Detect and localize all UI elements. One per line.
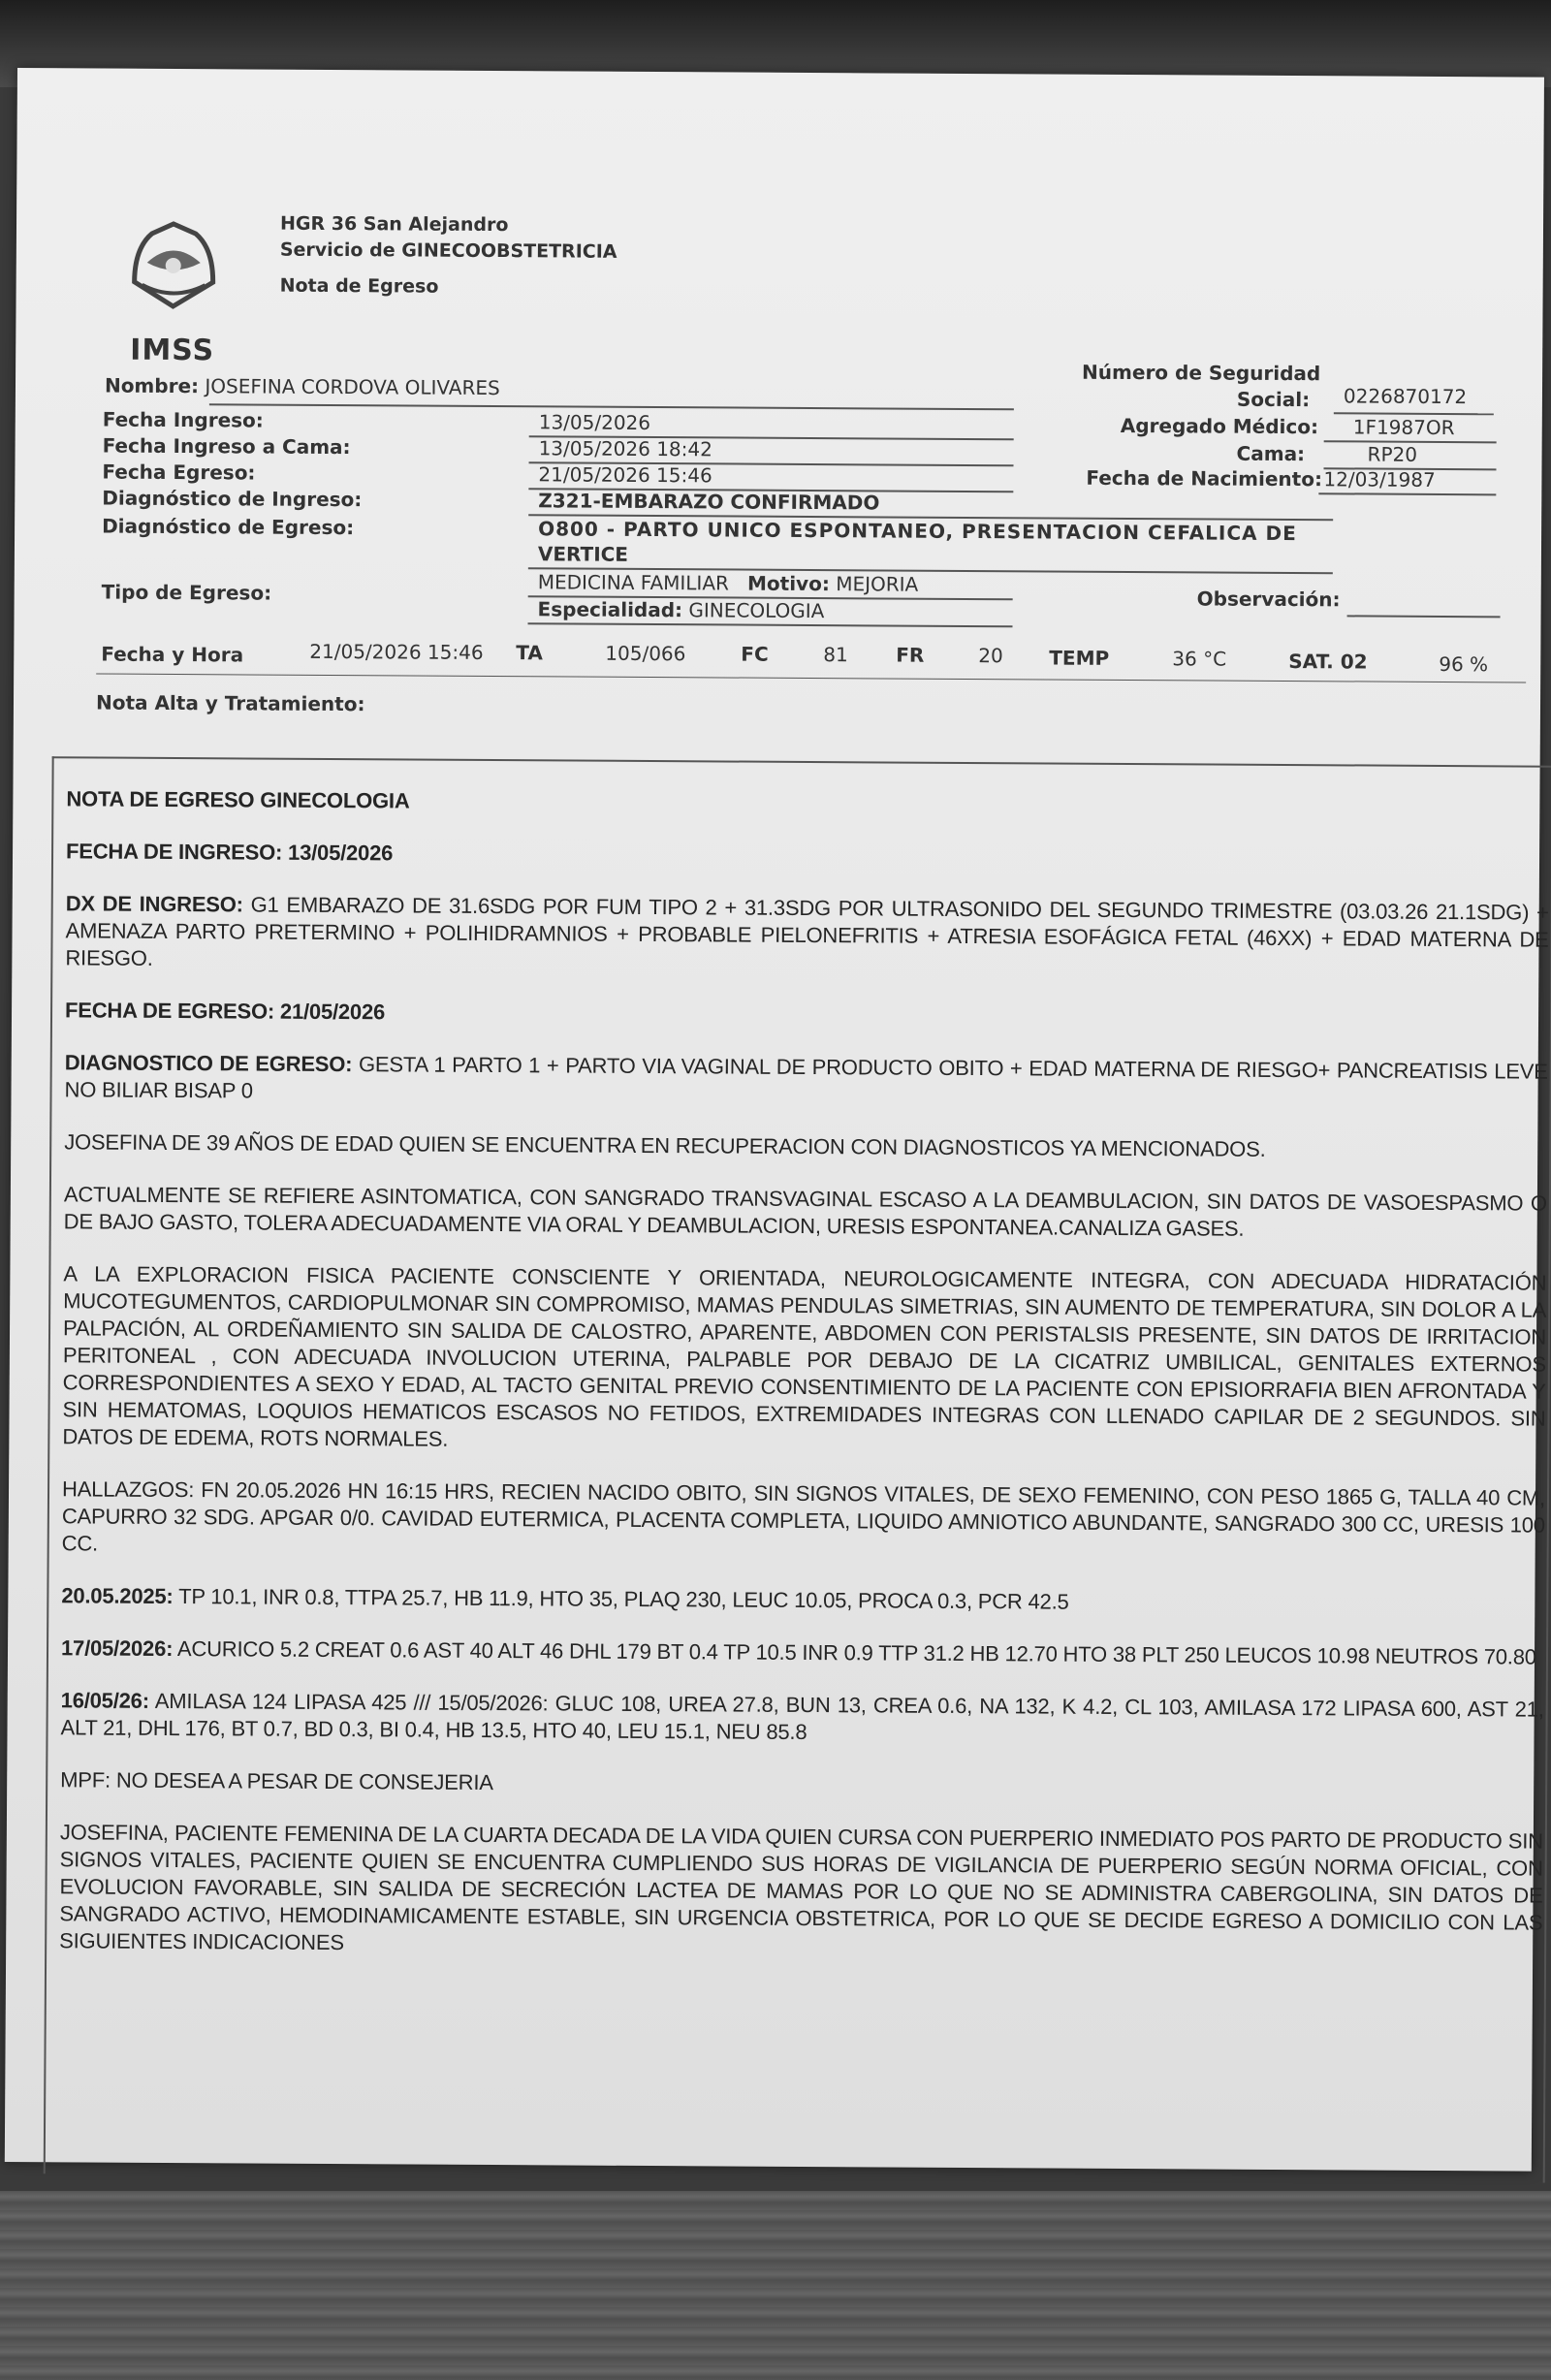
dx-ingreso-value: Z321-EMBARAZO CONFIRMADO xyxy=(538,489,880,515)
tipo-egreso-field xyxy=(538,570,919,595)
note-content xyxy=(59,785,1549,1988)
labs-date-1: 20.05.2025: xyxy=(61,1583,174,1609)
observacion-label: Observación: xyxy=(1196,587,1341,612)
sat-value: 96 % xyxy=(1439,651,1489,677)
fr-value: 20 xyxy=(978,644,1003,668)
labs-paragraph-3 xyxy=(60,1687,1543,1750)
cama-label: Cama: xyxy=(1236,441,1306,466)
labs-text-3: AMILASA 124 LIPASA 425 /// 15/05/2026: GLUC 108, UREA 27.8, BUN 13, CREA 0.6, NA 132, K 4.2, CL 103, AMILASA 172 LIPASA 600, AST 21, ALT 21, DHL 176, BT 0.7, BD 0.3, BI 0.4, HB 13.5, HTO 40, LEU 15.1, NEU 85.8 xyxy=(60,1688,1544,1745)
especialidad-label: Especialidad: xyxy=(537,597,683,622)
conclusion-paragraph: JOSEFINA, PACIENTE FEMENINA DE LA CUARTA DECADA DE LA VIDA QUIEN CURSA CON PUERPERIO INMEDIATO POS PARTO DE PRODUCTO SIN SIGNOS VITALES, PACIENTE QUIEN SE ENCUENTRA CUMPLIENDO SUS HORAS DE VIGILANCIA DE PUERPERIO SEGÚN NORMA OFICIAL, CON EVOLUCION FAVORABLE, SIN SALIDA DE SECRECIÓN LACTEA DE MAMAS POR LO QUE NO SE ADMINISTRA CABERGOLINA, SIN DATOS DE SANGRADO ACTIVO, HEMODINAMICAMENTE ESTABLE, SIN URGENCIA OBSTETRICA, POR LO QUE SE DECIDE EGRESO A DOMICILIO CON LAS SIGUIENTES INDICACIONES xyxy=(59,1820,1543,1955)
dx-egreso-paragraph xyxy=(64,1049,1547,1112)
dx-ingreso-text: G1 EMBARAZO DE 31.6SDG POR FUM TIPO 2 + 31.3SDG POR ULTRASONIDO DEL SEGUNDO TRIMESTRE (03.03.26 21.1SDG) + AMENAZA PARTO PRETERMINO + POLIHIDRAMNIOS + PROBABLE PIELONEFRITIS + ATRESIA ESOFÁGICA FETAL (46XX) + EDAD MATERNA DE RIESGO. xyxy=(65,892,1549,970)
logo-text: IMSS xyxy=(130,333,215,368)
fecha-egreso-heading: FECHA DE EGRESO: 21/05/2026 xyxy=(64,998,386,1025)
dx-egreso-label: Diagnóstico de Egreso: xyxy=(102,514,355,540)
background-table xyxy=(0,2191,1551,2380)
nacimiento-underline xyxy=(1318,492,1496,495)
fecha-hora-label: Fecha y Hora xyxy=(101,642,244,667)
nss-label-2: Social: xyxy=(1236,387,1311,412)
name-field xyxy=(105,374,500,399)
temp-value: 36 °C xyxy=(1172,647,1227,671)
fecha-ingreso-value: 13/05/2026 xyxy=(538,410,651,434)
document-type: Nota de Egreso xyxy=(279,274,439,298)
labs-paragraph-1 xyxy=(61,1582,1544,1618)
ta-value: 105/066 xyxy=(605,641,686,666)
nacimiento-label: Fecha de Nacimiento: xyxy=(1086,465,1323,492)
document-sheet xyxy=(5,68,1549,2172)
tipo-egreso-value: MEDICINA FAMILIAR xyxy=(537,570,730,595)
mpf-paragraph: MPF: NO DESEA A PESAR DE CONSEJERIA xyxy=(60,1767,493,1795)
dx-ingreso-heading: DX DE INGRESO: xyxy=(65,891,243,917)
findings-paragraph: HALLAZGOS: FN 20.05.2026 HN 16:15 HRS, RECIEN NACIDO OBITO, SIN SIGNOS VITALES, DE SEXO FEMENINO, CON PESO 1865 G, TALLA 40 CM, CAPURRO 32 SDG. APGAR 0/0. CAVIDAD EUTERMICA, PLACENTA COMPLETA, LIQUIDO AMNIOTICO ABUNDANTE, SANGRADO 300 CC, URESIS 100 CC. xyxy=(61,1476,1546,1556)
ta-label: TA xyxy=(516,641,543,665)
motivo-value: MEJORIA xyxy=(836,572,919,596)
observacion-underline xyxy=(1347,615,1501,618)
fecha-ingreso-heading: FECHA DE INGRESO: 13/05/2026 xyxy=(65,839,394,866)
labs-text-2: ACURICO 5.2 CREAT 0.6 AST 40 ALT 46 DHL 179 BT 0.4 TP 10.5 INR 0.9 TTP 31.2 HB 12.70 HTO 38 PLT 250 LEUCOS 10.98 NEUTROS 70.80 xyxy=(173,1636,1536,1669)
especialidad-underline xyxy=(528,622,1013,627)
fecha-egreso-label: Fecha Egreso: xyxy=(102,460,256,485)
fecha-cama-label: Fecha Ingreso a Cama: xyxy=(102,433,351,460)
especialidad-value: GINECOLOGIA xyxy=(688,598,825,623)
fecha-hora-value: 21/05/2026 15:46 xyxy=(309,639,484,664)
fecha-cama-value: 13/05/2026 18:42 xyxy=(538,436,712,461)
patient-name: JOSEFINA CORDOVA OLIVARES xyxy=(205,374,500,400)
temp-label: TEMP xyxy=(1049,646,1110,670)
especialidad-field xyxy=(538,597,825,622)
dx-egreso-text: GESTA 1 PARTO 1 + PARTO VIA VAGINAL DE PRODUCTO OBITO + EDAD MATERNA DE RIESGO+ PANCREATISIS LEVE NO BILIAR BISAP 0 xyxy=(64,1052,1548,1103)
patient-summary-paragraph: JOSEFINA DE 39 AÑOS DE EDAD QUIEN SE ENCUENTRA EN RECUPERACION CON DIAGNOSTICOS YA MENCIONADOS. xyxy=(64,1129,1266,1161)
dx-egreso-value-1: O800 - PARTO UNICO ESPONTANEO, PRESENTACION CEFALICA DE xyxy=(538,517,1297,546)
motivo-label: Motivo: xyxy=(746,571,830,596)
fc-value: 81 xyxy=(823,643,848,667)
hospital-name: HGR 36 San Alejandro xyxy=(279,212,509,237)
current-status-paragraph: ACTUALMENTE SE REFIERE ASINTOMATICA, CON SANGRADO TRANSVAGINAL ESCASO A LA DEAMBULACION, SIN DATOS DE VASOESPASMO O DE BAJO GASTO, TOLERA ADECUADAMENTE VIA ORAL Y DEAMBULACION, URESIS ESPONTANEA.CANALIZA GASES. xyxy=(63,1182,1547,1241)
note-title: NOTA DE EGRESO GINECOLOGIA xyxy=(66,786,410,813)
fr-label: FR xyxy=(896,643,925,667)
agregado-value: 1F1987OR xyxy=(1352,415,1455,440)
physical-exam-paragraph: A LA EXPLORACION FISICA PACIENTE CONSCIENTE Y ORIENTADA, NEUROLOGICAMENTE INTEGRA, CON ADECUADA HIDRATACIÓN MUCOTEGUMENTOS, CARDIOPULMONAR SIN COMPROMISO, MAMAS PENDULAS SIMETRIAS, SIN AUMENTO DE TEMPERATURA, SIN DOLOR A LA PALPACIÓN, AL ORDEÑAMIENTO SIN SALIDA DE CALOSTRO, APARENTE, ABDOMEN CON PERISTALSIS PRESENTE, SIN DATOS DE IRRITACION PERITONEAL , CON ADECUADA INVOLUCION UTERINA, PALPABLE POR DEBAJO DE LA CICATRIZ UMBILICAL, GENITALES EXTERNOS CORRESPONDIENTES A SEXO Y EDAD, AL TACTO GENITAL PREVIO CONSENTIMIENTO DE LA PACIENTE CON EPISIORRAFIA BIEN AFRONTADA Y SIN HEMATOMAS, LOQUIOS HEMATICOS ESCASOS NO FETIDOS, EXTREMIDADES INTEGRAS CON LLENADO CAPILAR DE 2 SEGUNDOS. SIN DATOS DE EDEMA, ROTS NORMALES. xyxy=(62,1261,1547,1451)
tipo-egreso-label: Tipo de Egreso: xyxy=(101,580,272,605)
dx-ingreso-paragraph xyxy=(65,890,1548,980)
fecha-egreso-value: 21/05/2026 15:46 xyxy=(538,462,712,488)
name-label: Nombre: xyxy=(104,373,200,398)
fecha-ingreso-label: Fecha Ingreso: xyxy=(102,407,264,432)
dx-egreso-value-2: VERTICE xyxy=(537,542,629,566)
labs-date-2: 17/05/2026: xyxy=(60,1635,174,1662)
nss-value: 0226870172 xyxy=(1343,384,1468,409)
dx-ingreso-label: Diagnóstico de Ingreso: xyxy=(102,486,363,512)
service-name: Servicio de GINECOOBSTETRICIA xyxy=(279,238,617,263)
name-underline xyxy=(209,403,1014,410)
sat-label: SAT. 02 xyxy=(1288,650,1368,674)
fc-label: FC xyxy=(741,642,769,666)
nota-alta-label: Nota Alta y Tratamiento: xyxy=(95,690,365,716)
dx-egreso-heading: DIAGNOSTICO DE EGRESO: xyxy=(64,1050,353,1077)
labs-paragraph-2 xyxy=(61,1634,1544,1670)
agregado-label: Agregado Médico: xyxy=(1120,413,1319,439)
nss-label: Número de Seguridad xyxy=(1082,360,1321,386)
cama-value: RP20 xyxy=(1367,442,1418,466)
vitals-underline xyxy=(96,674,1526,683)
imss-logo xyxy=(112,209,235,375)
nacimiento-value: 12/03/1987 xyxy=(1323,467,1436,492)
labs-text-1: TP 10.1, INR 0.8, TTPA 25.7, HB 11.9, HTO 35, PLAQ 230, LEUC 10.05, PROCA 0.3, PCR 42.5 xyxy=(173,1584,1069,1614)
labs-date-3: 16/05/26: xyxy=(60,1688,149,1713)
